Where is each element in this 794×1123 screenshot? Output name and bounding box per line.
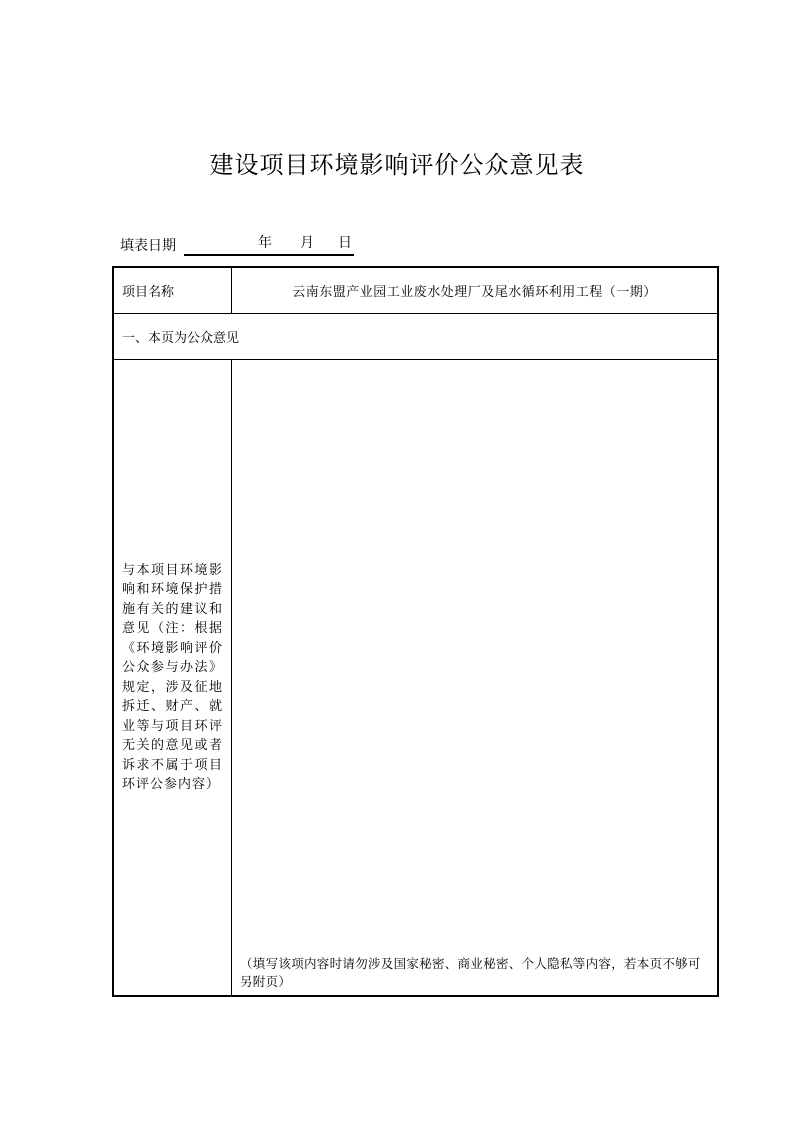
day-label: 日 [338,235,352,251]
opinion-label-cell [114,360,232,995]
project-name-value: 云南东盟产业园工业废水处理厂及尾水循环利用工程（一期） [292,285,657,300]
project-name-label: 项目名称 [122,285,175,300]
year-label: 年 [258,235,272,251]
section-header: 一、本页为公众意见 [122,331,240,346]
fill-date-label: 填表日期 [120,238,176,254]
page-title: 建设项目环境影响评价公众意见表 [209,151,585,179]
opinion-note: （填写该项内容时请勿涉及国家秘密、商业秘密、个人隐私等内容，若本页不够可另附页） [240,956,701,989]
project-name-label-cell [114,268,232,313]
section-header-cell [114,314,717,359]
fill-date-field[interactable] [184,234,354,256]
opinion-form-table [112,266,719,997]
section-header-row [114,314,717,360]
opinion-label: 与本项目环境影响和环境保护措施有关的建议和意见（注：根据《环境影响评价公众参与办法》规定，涉及征地拆迁、财产、就业等与项目环评无关的意见或者诉求不属于项目环评公参内容） [122,562,223,792]
project-name-row [114,268,717,314]
opinion-row [114,360,717,995]
project-name-value-cell[interactable] [232,268,717,313]
month-label: 月 [300,235,314,251]
opinion-input[interactable] [232,360,717,955]
opinion-input-cell[interactable] [232,360,717,995]
fill-date-row [120,234,354,256]
